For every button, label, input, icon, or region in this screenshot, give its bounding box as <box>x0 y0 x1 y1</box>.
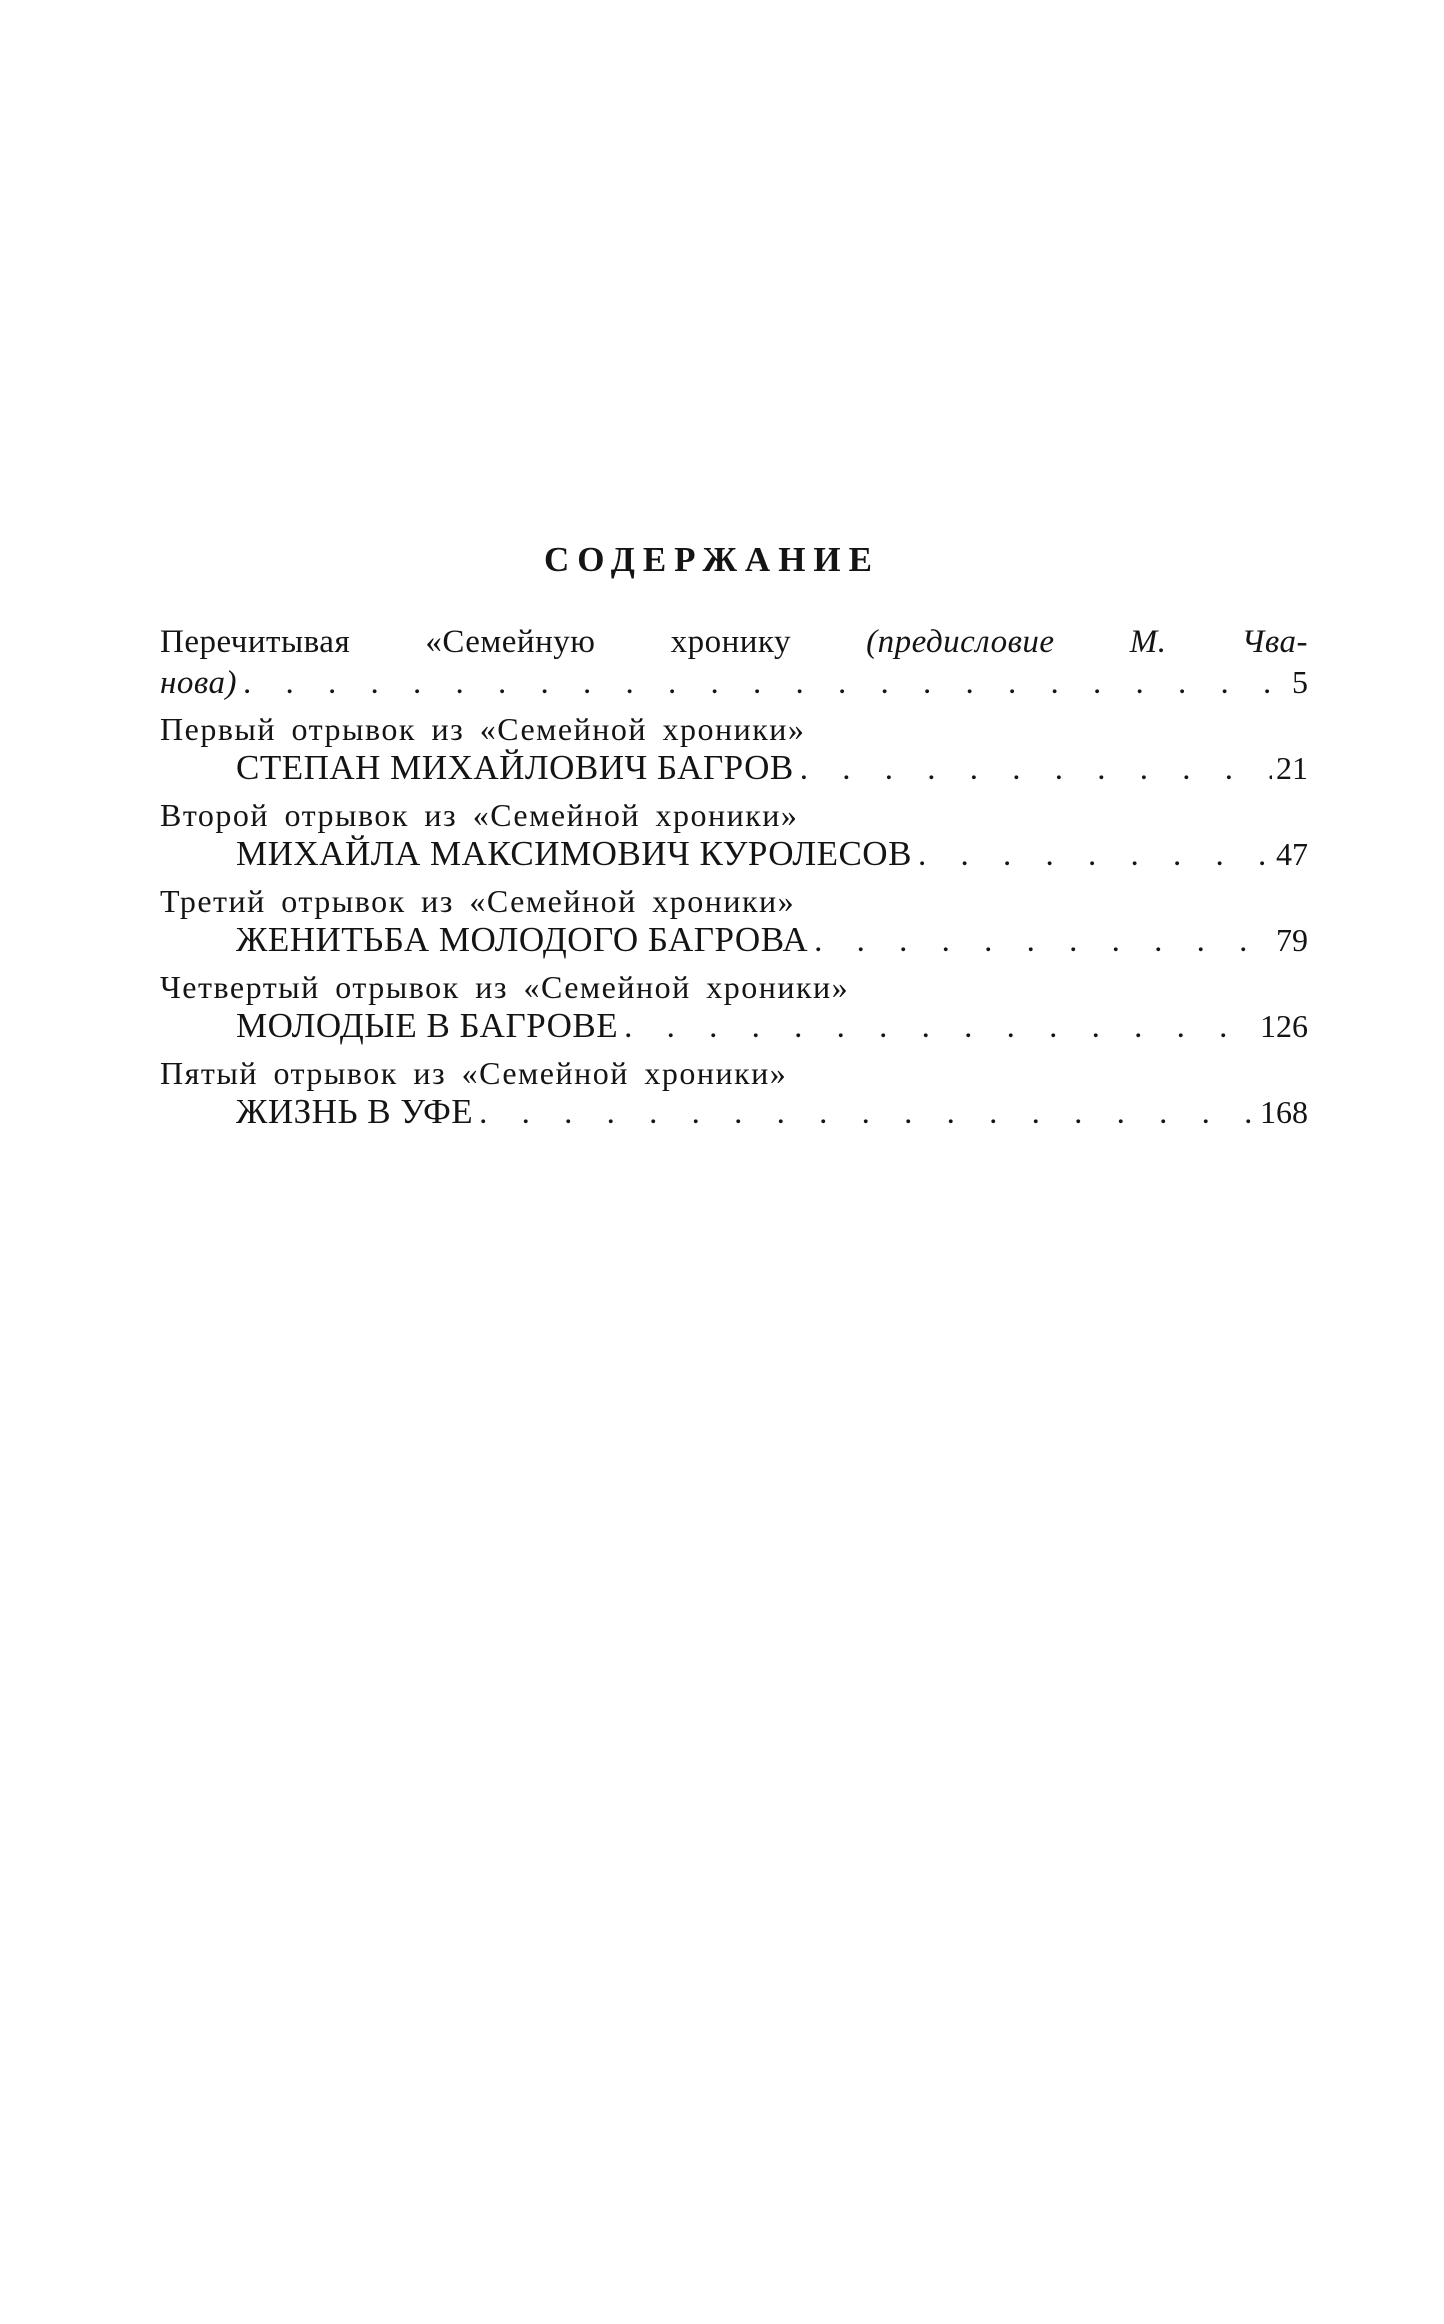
page-number: 126 <box>1260 1008 1308 1044</box>
preface-italic-word: (предисловие <box>866 624 1055 660</box>
dot-leader <box>473 1093 1256 1133</box>
dot-leader <box>794 749 1272 789</box>
dot-leader <box>912 835 1272 875</box>
preface-word: хронику <box>670 624 791 660</box>
preface-italic-word: М. <box>1129 624 1167 660</box>
preface-line-1 <box>160 622 1308 662</box>
fragment-label: Первый отрывок из «Семейной хроники» <box>160 711 806 747</box>
preface-word: Перечитывая <box>160 624 351 660</box>
toc-entry <box>160 1054 1308 1132</box>
fragment-title-line <box>160 920 1308 960</box>
preface-continuation: нова) <box>160 665 237 701</box>
fragment-title: СТЕПАН МИХАЙЛОВИЧ БАГРОВ <box>236 748 794 787</box>
preface-line-2 <box>160 662 1308 702</box>
page-number: 5 <box>1292 664 1308 700</box>
fragment-title-line <box>160 1006 1308 1046</box>
fragment-title: МИХАЙЛА МАКСИМОВИЧ КУРОЛЕСОВ <box>236 834 912 873</box>
fragment-title: ЖЕНИТЬБА МОЛОДОГО БАГРОВА <box>236 920 809 959</box>
toc-entry <box>160 968 1308 1046</box>
page-number: 168 <box>1260 1094 1308 1130</box>
toc-entry-preface <box>160 622 1308 702</box>
preface-word: «Семейную <box>425 624 596 660</box>
fragment-title-line <box>160 1092 1308 1132</box>
page-number: 21 <box>1276 750 1308 786</box>
fragment-title-line <box>160 834 1308 874</box>
toc-entry <box>160 796 1308 874</box>
dot-leader <box>808 921 1272 961</box>
fragment-label: Второй отрывок из «Семейной хроники» <box>160 797 799 833</box>
contents-heading: СОДЕРЖАНИЕ <box>543 540 880 579</box>
dot-leader <box>237 663 1288 703</box>
fragment-label: Третий отрывок из «Семейной хроники» <box>160 883 796 919</box>
toc-entry <box>160 710 1308 788</box>
fragment-title-line <box>160 748 1308 788</box>
fragment-title: ЖИЗНЬ В УФЕ <box>236 1092 474 1131</box>
dot-leader <box>618 1007 1256 1047</box>
preface-italic-word: Чва- <box>1241 624 1308 660</box>
fragment-label: Четвертый отрывок из «Семейной хроники» <box>160 969 850 1005</box>
toc-entry <box>160 882 1308 960</box>
fragment-label: Пятый отрывок из «Семейной хроники» <box>160 1055 788 1091</box>
table-of-contents <box>160 622 1308 1140</box>
page-number: 79 <box>1276 922 1308 958</box>
fragment-title: МОЛОДЫЕ В БАГРОВЕ <box>236 1006 619 1045</box>
page-number: 47 <box>1276 836 1308 872</box>
